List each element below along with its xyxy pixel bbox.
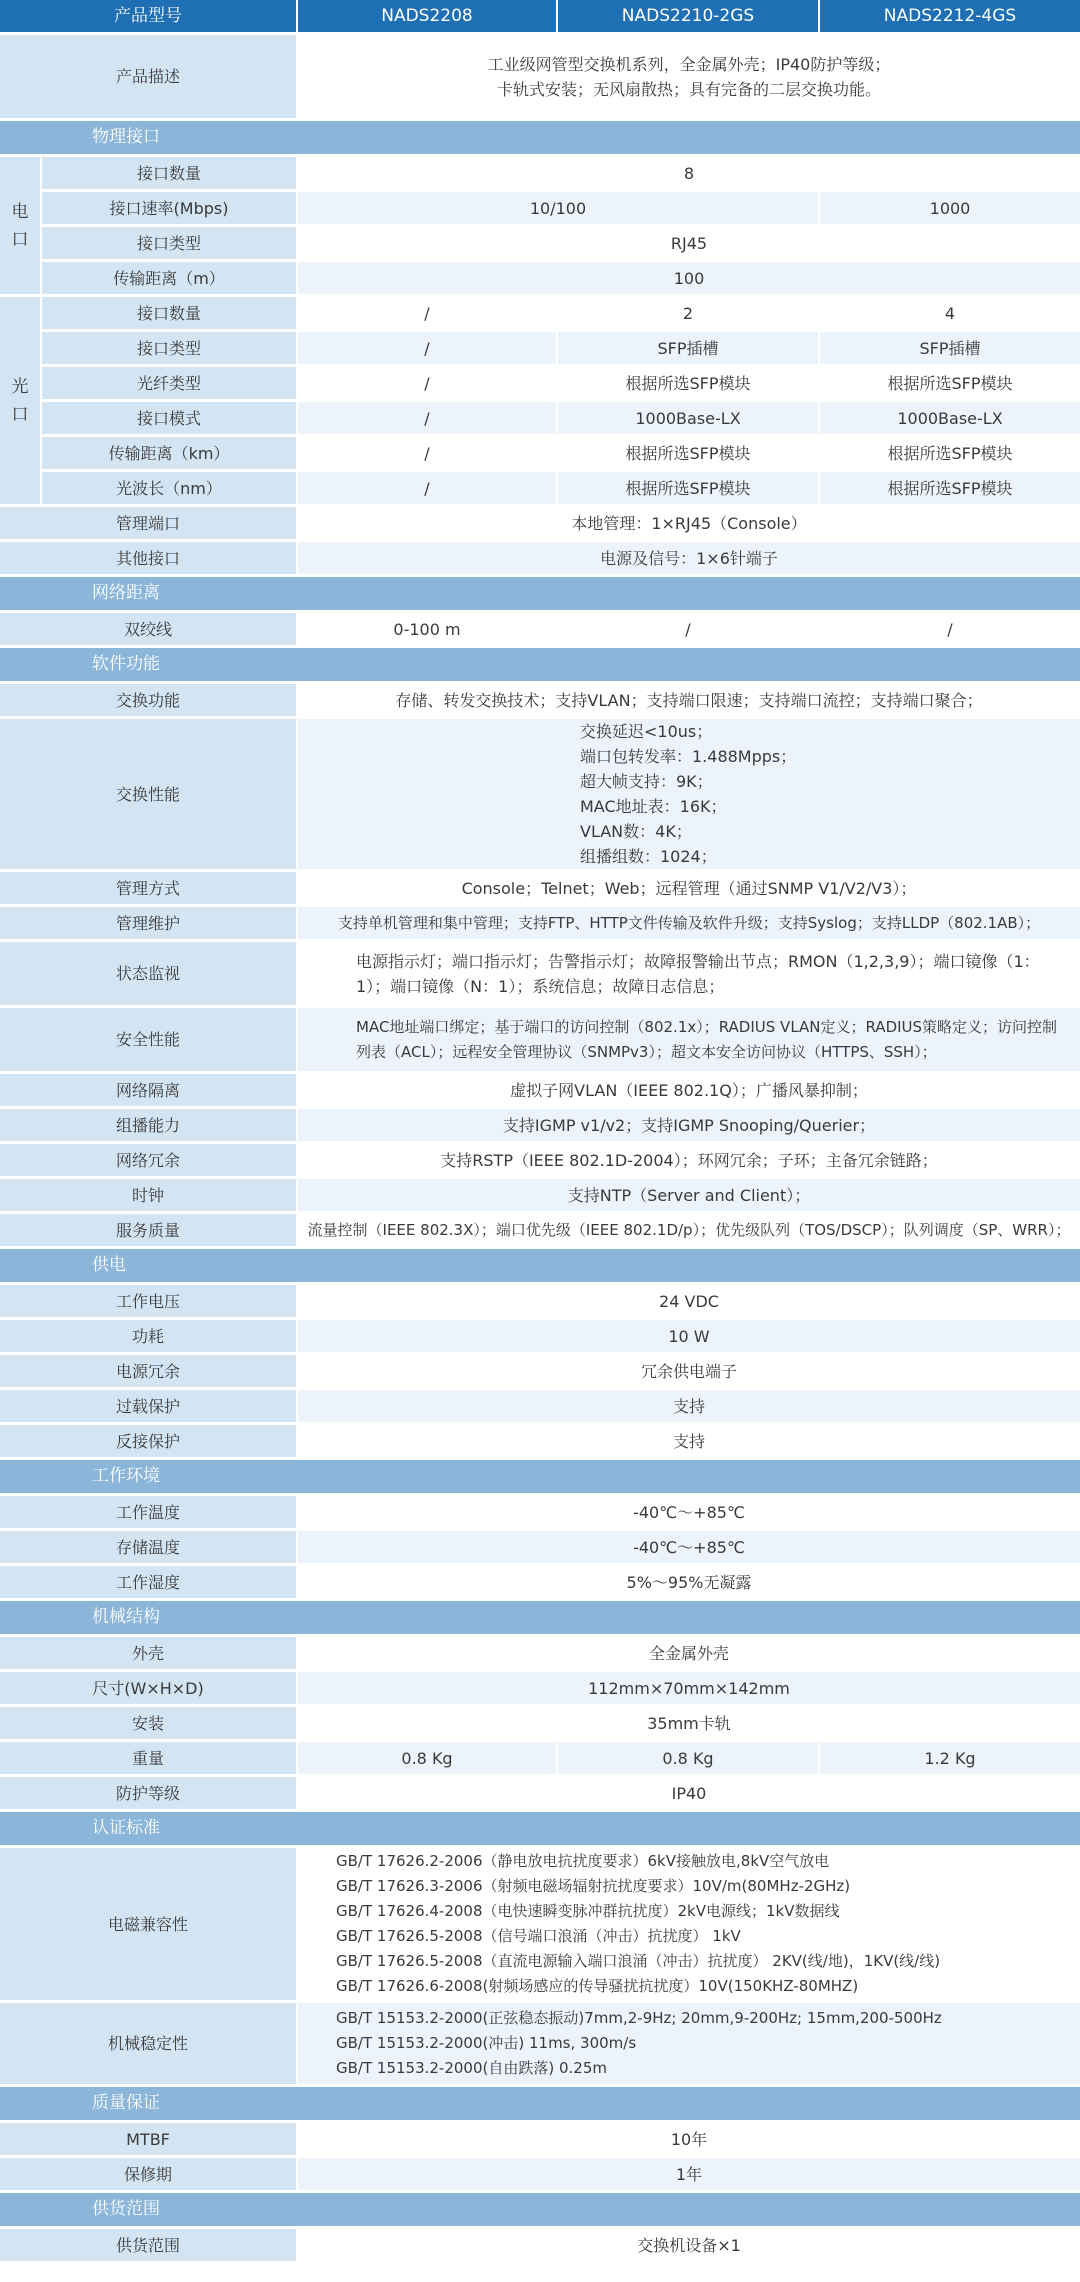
value-mech-size: 112mm×70mm×142mm <box>298 1672 1080 1707</box>
header-model-3: NADS2212-4GS <box>820 0 1080 35</box>
value-optical-3: 4 <box>820 297 1080 332</box>
group-electric: 电 口 <box>0 157 42 297</box>
label-description: 产品描述 <box>0 35 298 121</box>
label-redundancy: 网络冗余 <box>0 1144 298 1179</box>
label-twisted: 双绞线 <box>0 613 298 648</box>
value-mech-weight-1: 0.8 Kg <box>298 1742 558 1777</box>
value-optical-2: 根据所选SFP模块 <box>558 472 820 507</box>
value-power: 10 W <box>298 1320 1080 1355</box>
row-mech-weight <box>0 1742 1080 1777</box>
value-twisted-1: 0-100 m <box>298 613 558 648</box>
label-electric-count: 接口数量 <box>42 157 298 192</box>
row-emc <box>0 1848 1080 2003</box>
value-optical-1: / <box>298 472 558 507</box>
value-electric-speed-a: 10/100 <box>298 192 820 227</box>
label-optical: 接口数量 <box>42 297 298 332</box>
row-mgmt-maint <box>0 907 1080 942</box>
label-supply: 供货范围 <box>0 2229 298 2264</box>
label-quality: 保修期 <box>0 2158 298 2193</box>
row-switch-perf <box>0 719 1080 872</box>
label-mech-ip: 防护等级 <box>0 1777 298 1812</box>
value-clock: 支持NTP（Server and Client）； <box>298 1179 1080 1214</box>
row-mech-shell <box>0 1637 1080 1672</box>
row-mech-stability <box>0 2003 1080 2087</box>
value-power: 支持 <box>298 1425 1080 1460</box>
section-software: 软件功能 <box>0 648 1080 684</box>
value-redundancy: 支持RSTP（IEEE 802.1D-2004）；环网冗余；子环；主备冗余链路； <box>298 1144 1080 1179</box>
row-power <box>0 1320 1080 1355</box>
row-power <box>0 1425 1080 1460</box>
section-mechanical: 机械结构 <box>0 1601 1080 1637</box>
value-mech-weight-3: 1.2 Kg <box>820 1742 1080 1777</box>
value-optical-2: 1000Base-LX <box>558 402 820 437</box>
label-optical: 光纤类型 <box>42 367 298 402</box>
value-quality: 10年 <box>298 2123 1080 2158</box>
value-qos: 流量控制（IEEE 802.3X）；端口优先级（IEEE 802.1D/p）；优先级队列（TOS/DSCP）；队列调度（SP、WRR）； <box>298 1214 1080 1249</box>
value-mech-shell: 全金属外壳 <box>298 1637 1080 1672</box>
value-electric-speed-b: 1000 <box>820 192 1080 227</box>
row-quality <box>0 2158 1080 2193</box>
value-supply: 交换机设备×1 <box>298 2229 1080 2264</box>
row-switch-func <box>0 684 1080 719</box>
value-twisted-2: / <box>558 613 820 648</box>
value-multicast: 支持IGMP v1/v2；支持IGMP Snooping/Querier； <box>298 1109 1080 1144</box>
label-mech-stability: 机械稳定性 <box>0 2003 298 2087</box>
value-electric-type: RJ45 <box>298 227 1080 262</box>
label-mgmt-maint: 管理维护 <box>0 907 298 942</box>
row-mech-mount <box>0 1707 1080 1742</box>
label-mech-shell: 外壳 <box>0 1637 298 1672</box>
value-switch-perf: 交换延迟<10us； 端口包转发率：1.488Mpps； 超大帧支持：9K； MAC地址表：16K； VLAN数：4K； 组播组数：1024； <box>298 719 1080 872</box>
row-isolation <box>0 1074 1080 1109</box>
label-status: 状态监视 <box>0 942 298 1008</box>
label-power: 工作电压 <box>0 1285 298 1320</box>
header-model-label: 产品型号 <box>0 0 298 35</box>
label-optical: 接口类型 <box>42 332 298 367</box>
label-power: 电源冗余 <box>0 1355 298 1390</box>
value-mgmt-maint: 支持单机管理和集中管理；支持FTP、HTTP文件传输及软件升级；支持Syslog；支持LLDP（802.1AB）； <box>298 907 1080 942</box>
label-qos: 服务质量 <box>0 1214 298 1249</box>
label-electric-speed: 接口速率(Mbps) <box>42 192 298 227</box>
label-electric-distance: 传输距离（m） <box>42 262 298 297</box>
label-switch-func: 交换功能 <box>0 684 298 719</box>
label-mgmt-method: 管理方式 <box>0 872 298 907</box>
row-status <box>0 942 1080 1008</box>
label-mech-mount: 安装 <box>0 1707 298 1742</box>
value-optical-2: 2 <box>558 297 820 332</box>
header-model-2: NADS2210-2GS <box>558 0 820 35</box>
label-optical: 传输距离（km） <box>42 437 298 472</box>
row-mech-size <box>0 1672 1080 1707</box>
label-power: 过载保护 <box>0 1390 298 1425</box>
label-mgmt-port: 管理端口 <box>0 507 298 542</box>
row-electric-count <box>0 157 1080 192</box>
row-electric-distance <box>0 262 1080 297</box>
row-mech-ip <box>0 1777 1080 1812</box>
label-quality: MTBF <box>0 2123 298 2158</box>
value-optical-2: 根据所选SFP模块 <box>558 437 820 472</box>
label-emc: 电磁兼容性 <box>0 1848 298 2003</box>
label-security: 安全性能 <box>0 1008 298 1074</box>
value-electric-distance: 100 <box>298 262 1080 297</box>
label-power: 反接保护 <box>0 1425 298 1460</box>
row-security <box>0 1008 1080 1074</box>
row-optical <box>0 367 1080 402</box>
value-optical-2: SFP插槽 <box>558 332 820 367</box>
row-multicast <box>0 1109 1080 1144</box>
value-switch-func: 存储、转发交换技术；支持VLAN；支持端口限速；支持端口流控；支持端口聚合； <box>298 684 1080 719</box>
value-twisted-3: / <box>820 613 1080 648</box>
row-power <box>0 1285 1080 1320</box>
value-description: 工业级网管型交换机系列，全金属外壳；IP40防护等级； 卡轨式安装；无风扇散热；具有完备的二层交换功能。 <box>298 35 1080 121</box>
label-clock: 时钟 <box>0 1179 298 1214</box>
header-row <box>0 0 1080 35</box>
value-electric-count: 8 <box>298 157 1080 192</box>
row-electric-type <box>0 227 1080 262</box>
section-physical: 物理接口 <box>0 121 1080 157</box>
value-mgmt-port: 本地管理：1×RJ45（Console） <box>298 507 1080 542</box>
row-redundancy <box>0 1144 1080 1179</box>
label-mech-size: 尺寸(W×H×D) <box>0 1672 298 1707</box>
value-power: 支持 <box>298 1390 1080 1425</box>
label-optical: 光波长（nm） <box>42 472 298 507</box>
label-switch-perf: 交换性能 <box>0 719 298 872</box>
value-security: MAC地址端口绑定；基于端口的访问控制（802.1x）；RADIUS VLAN定义；RADIUS策略定义；访问控制 列表（ACL）；远程安全管理协议（SNMPv3）；超文本安全访问协议（HTTPS、SSH）； <box>298 1008 1080 1074</box>
value-optical-3: 1000Base-LX <box>820 402 1080 437</box>
value-mech-stability: GB/T 15153.2-2000(正弦稳态振动)7mm,2-9Hz; 20mm,9-200Hz; 15mm,200-500Hz GB/T 15153.2-2000(冲击) 11ms, 300m/s GB/T 15153.2-2000(自由跌落) 0.25m <box>298 2003 1080 2087</box>
row-power <box>0 1390 1080 1425</box>
value-emc: GB/T 17626.2-2006（静电放电抗扰度要求）6kV接触放电,8kV空气放电 GB/T 17626.3-2006（射频电磁场辐射抗扰度要求）10V/m(80MHz-2GHz) GB/T 17626.4-2008（电快速瞬变脉冲群抗扰度）2kV电源线；1kV数据线 GB/T 17626.5-2008（信号端口浪涌（冲击）抗扰度） 1kV GB/T 17626.5-2008（直流电源输入端口浪涌（冲击）抗扰度） 2KV(线/地)，1KV(线/线) GB/T 17626.6-2008(射频场感应的传导骚扰抗扰度）10V(150KHZ-80MHZ) <box>298 1848 1080 2003</box>
section-supply: 供货范围 <box>0 2193 1080 2229</box>
row-quality <box>0 2123 1080 2158</box>
value-optical-1: / <box>298 367 558 402</box>
row-optical <box>0 332 1080 367</box>
value-other-port: 电源及信号：1×6针端子 <box>298 542 1080 577</box>
value-mgmt-method: Console；Telnet；Web；远程管理（通过SNMP V1/V2/V3）； <box>298 872 1080 907</box>
label-env: 工作温度 <box>0 1496 298 1531</box>
value-mech-ip: IP40 <box>298 1777 1080 1812</box>
section-network: 网络距离 <box>0 577 1080 613</box>
value-optical-1: / <box>298 297 558 332</box>
row-twisted <box>0 613 1080 648</box>
label-optical: 接口模式 <box>42 402 298 437</box>
row-mgmt-method <box>0 872 1080 907</box>
label-other-port: 其他接口 <box>0 542 298 577</box>
value-quality: 1年 <box>298 2158 1080 2193</box>
value-optical-3: 根据所选SFP模块 <box>820 437 1080 472</box>
row-env <box>0 1531 1080 1566</box>
value-status: 电源指示灯；端口指示灯；告警指示灯；故障报警输出节点；RMON（1,2,3,9）；端口镜像（1： 1）；端口镜像（N：1）；系统信息；故障日志信息； <box>298 942 1080 1008</box>
value-env: -40℃～+85℃ <box>298 1496 1080 1531</box>
row-env <box>0 1496 1080 1531</box>
value-mech-weight-2: 0.8 Kg <box>558 1742 820 1777</box>
label-power: 功耗 <box>0 1320 298 1355</box>
row-other-port <box>0 542 1080 577</box>
value-power: 冗余供电端子 <box>298 1355 1080 1390</box>
value-optical-3: SFP插槽 <box>820 332 1080 367</box>
value-isolation: 虚拟子网VLAN（IEEE 802.1Q）；广播风暴抑制； <box>298 1074 1080 1109</box>
row-supply <box>0 2229 1080 2264</box>
label-mech-weight: 重量 <box>0 1742 298 1777</box>
value-power: 24 VDC <box>298 1285 1080 1320</box>
value-env: 5%～95%无凝露 <box>298 1566 1080 1601</box>
label-electric-type: 接口类型 <box>42 227 298 262</box>
value-optical-1: / <box>298 332 558 367</box>
section-quality: 质量保证 <box>0 2087 1080 2123</box>
section-environment: 工作环境 <box>0 1460 1080 1496</box>
row-mgmt-port <box>0 507 1080 542</box>
row-electric-speed <box>0 192 1080 227</box>
value-optical-3: 根据所选SFP模块 <box>820 367 1080 402</box>
label-isolation: 网络隔离 <box>0 1074 298 1109</box>
row-optical <box>0 472 1080 507</box>
row-power <box>0 1355 1080 1390</box>
label-env: 工作湿度 <box>0 1566 298 1601</box>
value-optical-2: 根据所选SFP模块 <box>558 367 820 402</box>
section-power: 供电 <box>0 1249 1080 1285</box>
header-model-1: NADS2208 <box>298 0 558 35</box>
value-mech-mount: 35mm卡轨 <box>298 1707 1080 1742</box>
row-optical <box>0 297 1080 332</box>
row-env <box>0 1566 1080 1601</box>
group-optical: 光 口 <box>0 297 42 507</box>
section-certification: 认证标准 <box>0 1812 1080 1848</box>
label-multicast: 组播能力 <box>0 1109 298 1144</box>
label-env: 存储温度 <box>0 1531 298 1566</box>
row-qos <box>0 1214 1080 1249</box>
value-env: -40℃～+85℃ <box>298 1531 1080 1566</box>
value-optical-1: / <box>298 402 558 437</box>
row-optical <box>0 402 1080 437</box>
value-optical-3: 根据所选SFP模块 <box>820 472 1080 507</box>
value-optical-1: / <box>298 437 558 472</box>
row-optical <box>0 437 1080 472</box>
row-description <box>0 35 1080 121</box>
row-clock <box>0 1179 1080 1214</box>
